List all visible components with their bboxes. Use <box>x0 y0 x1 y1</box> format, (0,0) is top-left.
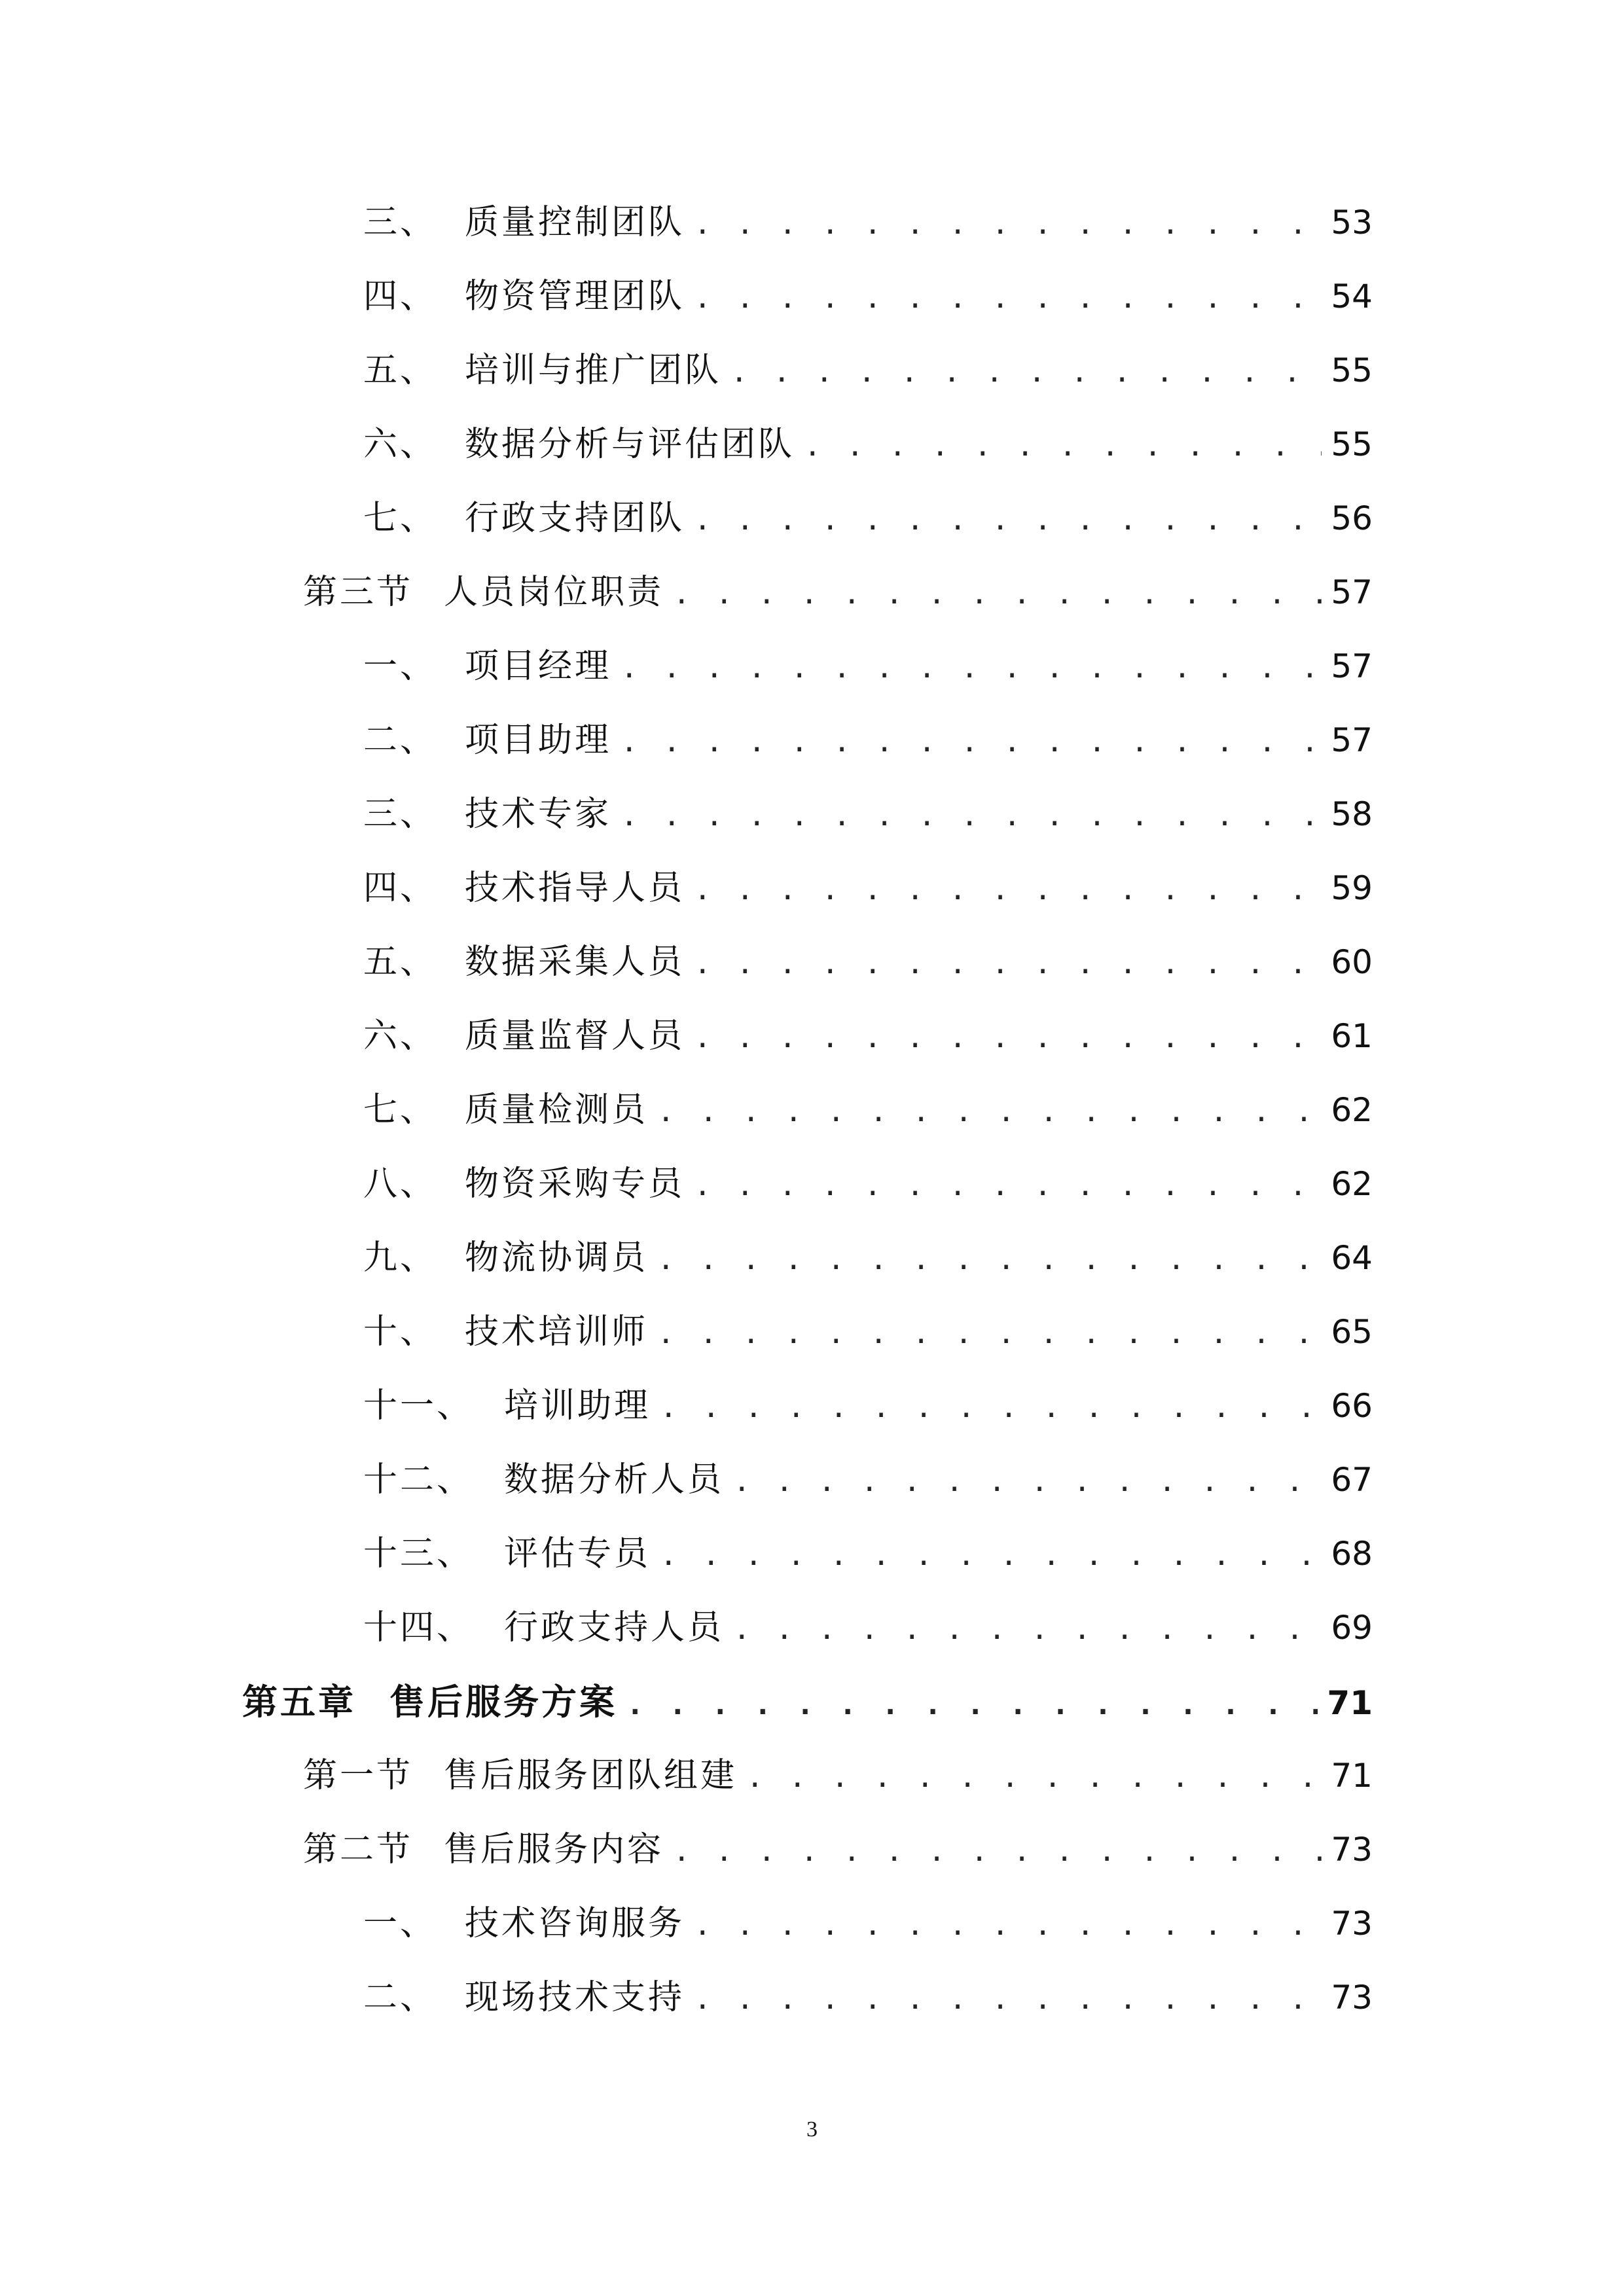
toc-entry-number: 五、 <box>363 351 437 390</box>
toc-entry-number: 十、 <box>363 1312 437 1352</box>
toc-entry-page: 64 <box>1331 1239 1373 1277</box>
toc-entry-title: 物资采购专员 <box>465 1164 685 1204</box>
toc-entry-page: 55 <box>1331 425 1373 463</box>
toc-entry[interactable] <box>363 1531 1373 1577</box>
toc-entry-title: 技术指导人员 <box>465 869 685 908</box>
toc-entry-number: 二、 <box>363 721 437 760</box>
toc-entry-number: 七、 <box>363 499 437 538</box>
toc-entry-title: 物资管理团队 <box>465 277 685 316</box>
toc-entry-title: 数据分析人员 <box>504 1460 725 1499</box>
toc-entry[interactable] <box>363 939 1373 985</box>
toc-entry-title: 物流协调员 <box>465 1238 649 1278</box>
toc-entry-number: 第二节 <box>303 1830 414 1869</box>
toc-entry-page: 62 <box>1331 1091 1373 1129</box>
toc-entry-number: 四、 <box>363 869 437 908</box>
toc-leader-dots <box>673 1827 1322 1874</box>
toc-entry-title: 售后服务团队组建 <box>444 1756 738 1795</box>
toc-entry-title: 质量监督人员 <box>465 1016 685 1056</box>
toc-entry-page: 61 <box>1331 1017 1373 1055</box>
toc-entry-title: 行政支持团队 <box>465 499 685 538</box>
toc-leader-dots <box>621 643 1322 691</box>
toc-leader-dots <box>694 1975 1322 2022</box>
toc-leader-dots <box>626 1679 1318 1728</box>
toc-entry-page: 55 <box>1331 351 1373 389</box>
toc-entry-number: 六、 <box>363 425 437 464</box>
toc-entry-number: 七、 <box>363 1090 437 1130</box>
toc-entry-title: 质量控制团队 <box>465 203 685 242</box>
toc-entry-number: 二、 <box>363 1978 437 2017</box>
toc-entry-title: 培训与推广团队 <box>465 351 722 390</box>
toc-entry[interactable] <box>363 643 1373 689</box>
toc-entry-number: 十三、 <box>363 1534 474 1573</box>
toc-entry-number: 三、 <box>363 795 437 834</box>
toc-leader-dots <box>694 274 1322 321</box>
toc-entry-number: 十二、 <box>363 1460 474 1499</box>
toc-leader-dots <box>660 1383 1322 1431</box>
toc-entry[interactable] <box>363 1605 1373 1651</box>
toc-entry-page: 71 <box>1327 1684 1373 1722</box>
toc-entry-number: 三、 <box>363 203 437 242</box>
toc-leader-dots <box>694 200 1322 247</box>
toc-entry-title: 人员岗位职责 <box>444 573 664 612</box>
toc-leader-dots <box>621 717 1322 765</box>
toc-entry-title: 行政支持人员 <box>504 1608 725 1647</box>
toc-entry-title: 评估专员 <box>504 1534 651 1573</box>
toc-entry-page: 57 <box>1331 721 1373 759</box>
toc-leader-dots <box>733 1605 1322 1653</box>
toc-entry-page: 60 <box>1331 943 1373 981</box>
toc-entry-page: 73 <box>1331 1905 1373 1943</box>
toc-entry[interactable] <box>363 1975 1373 2020</box>
toc-entry[interactable] <box>363 717 1373 763</box>
toc-entry-title: 培训助理 <box>504 1386 651 1426</box>
toc-leader-dots <box>731 348 1322 395</box>
toc-entry-title: 项目助理 <box>465 721 612 760</box>
toc-entry-number: 一、 <box>363 1904 437 1943</box>
toc-entry-title: 售后服务内容 <box>444 1830 664 1869</box>
toc-leader-dots <box>694 865 1322 913</box>
toc-entry-number: 第三节 <box>303 573 414 612</box>
toc-entry-title: 售后服务方案 <box>389 1681 617 1723</box>
toc-leader-dots <box>657 1235 1322 1283</box>
toc-entry-page: 65 <box>1331 1313 1373 1351</box>
toc-entry-title: 现场技术支持 <box>465 1978 685 2017</box>
toc-entry-title: 质量检测员 <box>465 1090 649 1130</box>
toc-entry[interactable] <box>363 1309 1373 1355</box>
toc-leader-dots <box>673 569 1322 617</box>
toc-entry-title: 数据分析与评估团队 <box>465 425 795 464</box>
toc-entry-page: 67 <box>1331 1461 1373 1499</box>
toc-entry-title: 技术培训师 <box>465 1312 649 1352</box>
toc-leader-dots <box>657 1087 1322 1135</box>
toc-entry-page: 53 <box>1331 204 1373 242</box>
toc-entry[interactable] <box>363 274 1373 319</box>
toc-entry-number: 四、 <box>363 277 437 316</box>
toc-entry[interactable] <box>363 1161 1373 1207</box>
toc-entry-number: 五、 <box>363 942 437 982</box>
toc-entry[interactable] <box>363 1383 1373 1429</box>
toc-entry-page: 71 <box>1331 1757 1373 1795</box>
toc-leader-dots <box>694 495 1322 543</box>
toc-chapter-entry[interactable] <box>242 1679 1373 1725</box>
toc-entry[interactable] <box>363 1901 1373 1946</box>
toc-entry-page: 68 <box>1331 1535 1373 1573</box>
toc-entry-page: 66 <box>1331 1387 1373 1425</box>
toc-leader-dots <box>660 1531 1322 1579</box>
toc-entry-number: 十一、 <box>363 1386 474 1426</box>
toc-entry-number: 六、 <box>363 1016 437 1056</box>
toc-leader-dots <box>694 1161 1322 1209</box>
toc-entry-page: 69 <box>1331 1609 1373 1647</box>
toc-section-entry[interactable] <box>303 1827 1373 1873</box>
page-number: 3 <box>806 2117 818 2142</box>
toc-entry-page: 56 <box>1331 499 1373 537</box>
toc-entry[interactable] <box>363 1235 1373 1281</box>
toc-entry-number: 第一节 <box>303 1756 414 1795</box>
toc-leader-dots <box>694 939 1322 987</box>
toc-leader-dots <box>657 1309 1322 1357</box>
toc-leader-dots <box>694 1901 1322 1948</box>
toc-entry-page: 57 <box>1331 573 1373 611</box>
toc-entry[interactable] <box>363 1457 1373 1503</box>
toc-section-entry[interactable] <box>303 569 1373 615</box>
toc-entry-number: 第五章 <box>242 1681 356 1723</box>
toc-entry-page: 62 <box>1331 1165 1373 1203</box>
toc-leader-dots <box>694 1013 1322 1061</box>
toc-entry[interactable] <box>363 495 1373 541</box>
toc-entry[interactable] <box>363 200 1373 245</box>
toc-entry-title: 技术专家 <box>465 795 612 834</box>
toc-entry-page: 57 <box>1331 647 1373 685</box>
toc-entry[interactable] <box>363 1013 1373 1059</box>
toc-entry[interactable] <box>363 791 1373 837</box>
toc-entry[interactable] <box>363 1087 1373 1133</box>
toc-entry[interactable] <box>363 348 1373 393</box>
toc-entry-title: 项目经理 <box>465 647 612 686</box>
toc-entry-title: 技术咨询服务 <box>465 1904 685 1943</box>
toc-entry-number: 十四、 <box>363 1608 474 1647</box>
toc-entry-page: 54 <box>1331 278 1373 315</box>
toc-section-entry[interactable] <box>303 1753 1373 1799</box>
toc-leader-dots <box>621 791 1322 839</box>
toc-leader-dots <box>746 1753 1322 1801</box>
toc-leader-dots <box>733 1457 1322 1505</box>
toc-entry-title: 数据采集人员 <box>465 942 685 982</box>
toc-entry-page: 58 <box>1331 795 1373 833</box>
toc-entry[interactable] <box>363 422 1373 467</box>
toc-entry-page: 73 <box>1331 1979 1373 2017</box>
toc-entry-number: 八、 <box>363 1164 437 1204</box>
toc-leader-dots <box>804 422 1322 469</box>
toc-entry-number: 九、 <box>363 1238 437 1278</box>
toc-entry-number: 一、 <box>363 647 437 686</box>
toc-entry-page: 73 <box>1331 1831 1373 1869</box>
toc-entry-page: 59 <box>1331 869 1373 907</box>
toc-entry[interactable] <box>363 865 1373 911</box>
